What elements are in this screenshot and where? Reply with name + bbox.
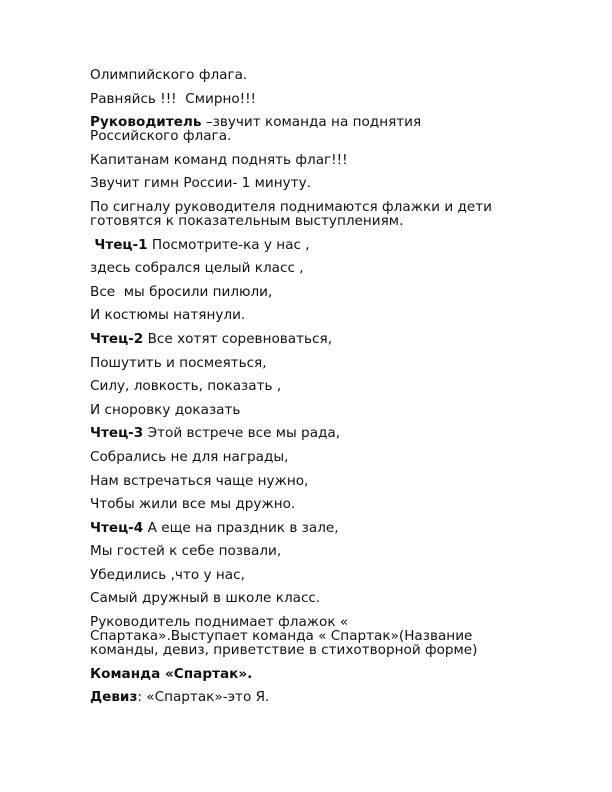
paragraph-bold-label: Чтец-3: [90, 425, 144, 442]
paragraph: [90, 690, 542, 704]
paragraph: [90, 497, 542, 511]
paragraph: [90, 521, 542, 535]
paragraph: [90, 379, 542, 393]
paragraph: [90, 474, 542, 488]
paragraph-text: Чтобы жили все мы дружно.: [90, 496, 296, 513]
paragraph-text: Силу, ловкость, показать ,: [90, 378, 282, 395]
paragraph-text: Убедились ,что у нас,: [90, 566, 245, 583]
paragraph: [90, 450, 542, 464]
paragraph-text: Нам встречаться чаще нужно,: [90, 472, 309, 489]
paragraph-bold-label: Руководитель: [90, 114, 202, 131]
paragraph: [90, 591, 542, 605]
paragraph-bold-label: Чтец-1: [94, 236, 148, 253]
paragraph-text: Посмотрите-ка у нас ,: [147, 236, 310, 253]
paragraph: [90, 544, 542, 558]
paragraph-text: Собрались не для награды,: [90, 448, 289, 465]
paragraph-text: По сигналу руководителя поднимаются флажки и дети готовятся к показательным выступлениям.: [90, 198, 492, 229]
paragraph-text: Олимпийского флага.: [90, 67, 248, 83]
paragraph: [90, 68, 542, 82]
paragraph-bold-label: Чтец-2: [90, 330, 144, 347]
paragraph: [90, 153, 542, 167]
paragraph: [90, 403, 542, 417]
paragraph-text: Этой встрече все мы рада,: [143, 425, 341, 442]
paragraph: [90, 667, 542, 681]
paragraph-text: –звучит команда на поднятия Российского флага.: [90, 114, 422, 145]
paragraph-text: Все мы бросили пилюли,: [90, 283, 273, 300]
paragraph-text: : «Спартак»-это Я.: [137, 689, 270, 706]
paragraph-text: Все хотят соревноваться,: [143, 330, 333, 347]
paragraph-text: Руководитель поднимает флажок « Спартака».Выступает команда « Спартак»(Название команды, девиз, приветствие в стихотворной форме): [90, 614, 478, 659]
paragraph-bold-label: Девиз: [90, 689, 138, 706]
paragraph: [90, 568, 542, 582]
paragraph: [90, 176, 542, 190]
paragraph-text: Равняйсь !!! Смирно!!!: [90, 90, 256, 107]
paragraph: [90, 92, 542, 106]
paragraph: [90, 115, 542, 143]
paragraph-text: И сноровку доказать: [90, 401, 241, 418]
paragraph-text: Самый дружный в школе класс.: [90, 590, 321, 607]
paragraph: [90, 426, 542, 440]
paragraph-text: Пошутить и посмеяться,: [90, 354, 267, 371]
paragraph-text: Звучит гимн России- 1 минуту.: [90, 175, 311, 192]
paragraph-bold-label: Команда «Спартак».: [90, 665, 253, 682]
paragraph: [90, 356, 542, 370]
paragraph-text: здесь собрался целый класс ,: [90, 260, 304, 277]
document-body: [90, 68, 542, 704]
paragraph-bold-label: Чтец-4: [90, 519, 144, 536]
paragraph: [90, 615, 542, 657]
paragraph-text: И костюмы натянули.: [90, 307, 246, 324]
paragraph-text: Капитанам команд поднять флаг!!!: [90, 151, 348, 168]
paragraph: [90, 332, 542, 346]
paragraph: [90, 308, 542, 322]
paragraph: [90, 285, 542, 299]
paragraph-text: А еще на праздник в зале,: [143, 519, 339, 536]
paragraph-text: Мы гостей к себе позвали,: [90, 543, 282, 560]
paragraph: [90, 238, 542, 252]
paragraph: [90, 261, 542, 275]
paragraph: [90, 200, 542, 228]
